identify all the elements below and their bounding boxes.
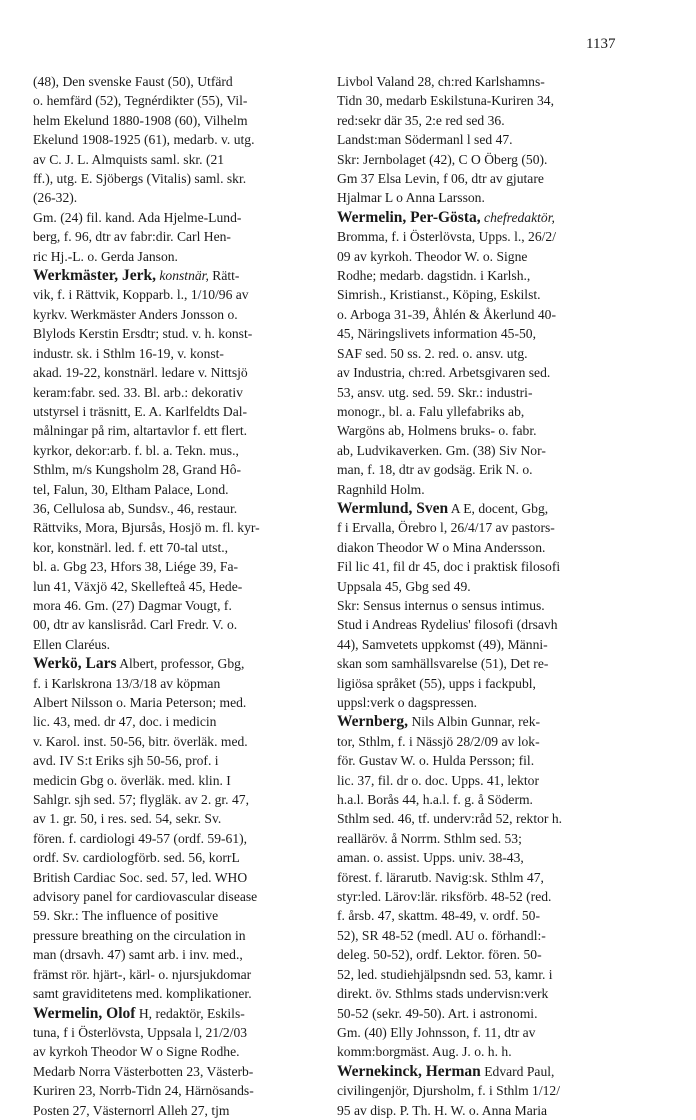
text-line: SAF sed. 50 ss. 2. red. o. ansv. utg. [337, 345, 528, 361]
text-line: Sahlgr. sjh sed. 57; flygläk. av 2. gr. 47, [33, 792, 249, 808]
text-line: för. Gustav W. o. Hulda Persson; fil. [337, 753, 535, 769]
text-line: ordf. Sv. cardiologförb. sed. 56, korrL [33, 850, 240, 866]
text-line: förest. f. lärarutb. Navig:sk. Sthlm 47, [337, 869, 544, 885]
text-line: samt graviditetens med. komplikationer. [33, 986, 252, 1002]
text-line: Sthlm sed. 46, tf. underv:råd 52, rektor h. [337, 811, 563, 827]
text-line: avd. IV S:t Eriks sjh 50-56, prof. i [33, 753, 219, 769]
text-line: aman. o. assist. Upps. univ. 38-43, [337, 850, 524, 866]
text-line: (26-32). [33, 190, 78, 206]
text-line: vik, f. i Rättvik, Kopparb. l., 1/10/96 av [33, 287, 249, 303]
text-line: kyrkv. Werkmäster Anders Jonsson o. [33, 306, 238, 322]
text-line: tor, Sthlm, f. i Nässjö 28/2/09 av lok- [337, 733, 540, 749]
entry-heading-line [337, 499, 637, 518]
text-line: bl. a. Gbg 23, Hfors 38, Liége 39, Fa- [33, 559, 239, 575]
text-line: Wargöns ab, Holmens bruks- o. fabr. [337, 423, 537, 439]
text-line: realläröv. å Norrm. Sthlm sed. 53; [337, 830, 522, 846]
text-line: 52, led. studiehjälpsndn sed. 53, kamr. i [337, 966, 553, 982]
entry-name: Wermlund, Sven [337, 499, 449, 517]
text-line: 00, dtr av kanslisråd. Carl Fredr. V. o. [33, 617, 238, 633]
text-line: av Industria, ch:red. Arbetsgivaren sed. [337, 365, 551, 381]
text-line: målningar på rim, altartavlor f. ett flert. [33, 423, 248, 439]
text-line: Sthlm, m/s Kungsholm 28, Grand Hô- [33, 462, 242, 478]
text-line: Blylods Kerstin Ersdtr; stud. v. h. konst- [33, 326, 253, 342]
text-line: ff.), utg. E. Sjöbergs (Vitalis) saml. skr. [33, 171, 247, 187]
text-line: Livbol Valand 28, ch:red Karlshamns- [337, 74, 545, 89]
text-line: av C. J. L. Almquists saml. skr. (21 [33, 151, 225, 167]
text-line: civilingenjör, Djursholm, f. i Sthlm 1/12/ [337, 1083, 560, 1099]
text-line: ab, Ludvikaverken. Gm. (38) Siv Nor- [337, 442, 546, 458]
text-line: Ellen Claréus. [33, 636, 111, 652]
entry-rest: A E, docent, Gbg, [450, 500, 549, 516]
text-line: British Cardiac Soc. sed. 57, led. WHO [33, 869, 248, 885]
text-line: 44), Samvetets uppkomst (49), Männi- [337, 636, 548, 652]
entry-rest: Nils Albin Gunnar, rek- [411, 714, 541, 730]
text-line: f. årsb. 47, skattm. 48-49, v. ordf. 50- [337, 908, 540, 924]
text-line: akad. 19-22, konstnärl. ledare v. Nittsjö [33, 365, 248, 381]
text-line: 53, ansv. utg. sed. 59. Skr.: industri- [337, 384, 533, 400]
entry-heading-line [337, 712, 637, 731]
entry-heading-line [33, 654, 330, 673]
text-line: komm:borgmäst. Aug. J. o. h. h. [337, 1044, 512, 1060]
entry-rest: H, redaktör, Eskils- [138, 1005, 245, 1021]
page-number: 1137 [586, 36, 616, 52]
entry-rest: Albert, professor, Gbg, [119, 656, 245, 672]
entry-name: Wermelin, Per-Gösta, [337, 208, 481, 226]
entry-title: konstnär, [159, 268, 209, 284]
text-line: 45, Näringslivets information 45-50, [337, 326, 536, 342]
entry-heading-line [337, 1062, 637, 1081]
text-line: ric Hj.-L. o. Gerda Janson. [33, 248, 178, 264]
text-line: Posten 27, Västernorrl Alleh 27, tjm [33, 1102, 230, 1118]
text-line: Rodhe; medarb. dagstidn. i Karlsh., [337, 268, 531, 284]
entry-name: Werkmäster, Jerk, [33, 267, 156, 285]
text-line: lun 41, Växjö 42, Skellefteå 45, Hede- [33, 578, 243, 594]
text-line: diakon Theodor W o Mina Andersson. [337, 539, 546, 555]
text-line: 59. Skr.: The influence of positive [33, 908, 219, 924]
text-line: Gm 37 Elsa Levin, f 06, dtr av gjutare [337, 171, 544, 187]
text-line: Simrish., Kristianst., Köping, Eskilst. [337, 287, 541, 303]
text-line: fören. f. cardiologi 49-57 (ordf. 59-61), [33, 830, 248, 846]
text-line: Uppsala 45, Gbg sed 49. [337, 578, 471, 594]
text-line: Albert Nilsson o. Maria Peterson; med. [33, 695, 247, 710]
text-line: o. Arboga 31-39, Åhlén & Åkerlund 40- [337, 306, 556, 322]
text-line: direkt. öv. Sthlms stads undervisn:verk [337, 986, 549, 1002]
entry-rest: Rätt- [212, 268, 240, 284]
entry-heading-line [33, 1004, 330, 1023]
text-line: Gm. (40) Elly Johnsson, f. 11, dtr av [337, 1024, 536, 1040]
text-line: Skr: Sensus internus o sensus intimus. [337, 597, 545, 613]
text-line: Rättviks, Mora, Bjursås, Hosjö m. fl. kyr- [33, 520, 260, 536]
text-line: Ragnhild Holm. [337, 481, 425, 497]
entry-name: Wernekinck, Herman [337, 1062, 481, 1080]
text-line: Landst:man Södermanl l sed 47. [337, 132, 513, 148]
entry-heading-line [337, 208, 637, 227]
text-line: Ekelund 1908-1925 (61), medarb. v. utg. [33, 132, 255, 148]
right-column [337, 72, 637, 1120]
text-line: lic. 43, med. dr 47, doc. i medicin [33, 714, 217, 730]
text-line: 52), SR 48-52 (medl. AU o. förhandl:- [337, 927, 546, 943]
text-line: monogr., bl. a. Falu yllefabriks ab, [337, 403, 525, 419]
entry-title: chefredaktör, [484, 209, 555, 225]
entry-rest: Edvard Paul, [484, 1063, 555, 1079]
text-line: Fil lic 41, fil dr 45, doc i praktisk filosofi [337, 559, 561, 575]
text-line: Stud i Andreas Rydelius' filosofi (drsavh [337, 617, 558, 633]
text-line: man, f. 18, dtr av godsäg. Erik N. o. [337, 462, 533, 478]
text-line: Kuriren 23, Norrb-Tidn 24, Härnösands- [33, 1083, 254, 1099]
text-line: f i Ervalla, Örebro l, 26/4/17 av pastors- [337, 520, 555, 536]
text-line: Skr: Jernbolaget (42), C O Öberg (50). [337, 151, 548, 167]
text-line: deleg. 50-52), ordf. Lektor. fören. 50- [337, 947, 542, 963]
text-line: o. hemfärd (52), Tegnérdikter (55), Vil- [33, 93, 248, 109]
text-line: uppsl:verk o dagspressen. [337, 695, 478, 710]
entry-name: Werkö, Lars [33, 655, 117, 673]
text-line: lic. 37, fil. dr o. doc. Upps. 41, lektor [337, 772, 539, 788]
text-line: skan som samhällsvarelse (51), Det re- [337, 656, 549, 672]
text-line: medicin Gbg o. överläk. med. klin. I [33, 772, 231, 788]
text-line: keram:fabr. sed. 33. Bl. arb.: dekorativ [33, 384, 243, 400]
text-line: h.a.l. Borås 44, h.a.l. f. g. å Söderm. [337, 792, 533, 808]
text-line: pressure breathing on the circulation in [33, 927, 246, 943]
entry-name: Wernberg, [337, 713, 409, 731]
left-column [33, 72, 330, 1120]
text-line: red:sekr där 35, 2:e red sed 36. [337, 112, 505, 128]
text-line: kyrkor, dekor:arb. f. bl. a. Tekn. mus., [33, 442, 239, 458]
text-line: av kyrkoh Theodor W o Signe Rodhe. [33, 1044, 240, 1060]
text-line: av 1. gr. 50, i res. sed. 54, sekr. Sv. [33, 811, 222, 827]
text-line: 95 av disp. P. Th. H. W. o. Anna Maria [337, 1102, 548, 1118]
text-line: (48), Den svenske Faust (50), Utfärd [33, 74, 233, 89]
text-line: man (drsavh. 47) samt arb. i inv. med., [33, 947, 243, 963]
text-line: Tidn 30, medarb Eskilstuna-Kuriren 34, [337, 93, 554, 109]
entry-name: Wermelin, Olof [33, 1004, 136, 1022]
text-line: Gm. (24) fil. kand. Ada Hjelme-Lund- [33, 209, 242, 225]
text-line: 50-52 (sekr. 49-50). Art. i astronomi. [337, 1005, 538, 1021]
text-line: 09 av kyrkoh. Theodor W. o. Signe [337, 248, 528, 264]
text-line: advisory panel for cardiovascular disease [33, 889, 258, 905]
text-line: kor, konstnärl. led. f. ett 70-tal utst., [33, 539, 229, 555]
text-line: främst rör. hjärt-, kärl- o. njursjukdomar [33, 966, 252, 982]
text-line: helm Ekelund 1880-1908 (60), Vilhelm [33, 112, 248, 128]
text-line: berg, f. 96, dtr av fabr:dir. Carl Hen- [33, 229, 231, 245]
text-line: utstyrsel i träsnitt, E. A. Karlfeldts Dal- [33, 403, 248, 419]
text-line: f. i Karlskrona 13/3/18 av köpman [33, 675, 221, 691]
text-line: industr. sk. i Sthlm 16-19, v. konst- [33, 345, 224, 361]
text-line: styr:led. Lärov:lär. riksförb. 48-52 (red. [337, 889, 552, 905]
text-line: tel, Falun, 30, Eltham Palace, Lond. [33, 481, 229, 497]
text-line: Bromma, f. i Österlövsta, Upps. l., 26/2/ [337, 229, 556, 245]
text-line: Medarb Norra Västerbotten 23, Västerb- [33, 1063, 254, 1079]
entry-heading-line [33, 266, 330, 285]
text-line: tuna, f i Österlövsta, Uppsala l, 21/2/03 [33, 1024, 248, 1040]
text-line: ligiösa språket (55), upps i fackpubl, [337, 675, 536, 691]
text-line: 36, Cellulosa ab, Sundsv., 46, restaur. [33, 500, 238, 516]
text-line: v. Karol. inst. 50-56, bitr. överläk. med. [33, 733, 248, 749]
text-line: mora 46. Gm. (27) Dagmar Vougt, f. [33, 597, 232, 613]
text-line: Hjalmar L o Anna Larsson. [337, 190, 485, 206]
